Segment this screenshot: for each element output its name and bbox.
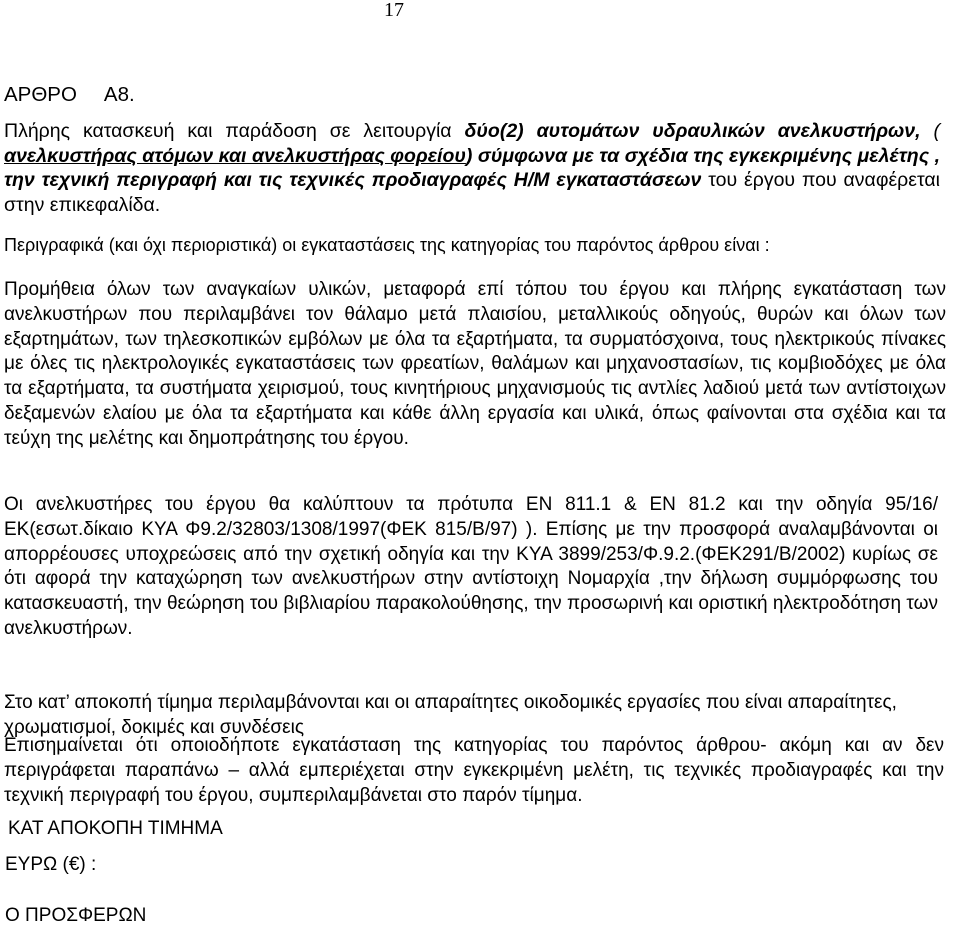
scope-text-4: ανελκυστήρας ατόμων και ανελκυστήρας φορείου [4,144,466,167]
euro-label: ΕΥΡΩ (€) : [5,854,97,875]
article-heading [4,83,135,107]
paragraph-note: Επισημαίνεται ότι οποιοδήποτε εγκατάσταση της κατηγορίας του παρόντος άρθρου- ακόμη και αν δεν περιγράφεται παραπάνω – αλλά εμπεριέχεται στην εγκεκριμένη μελέτη, τις τεχνικές προδιαγραφές και την τεχνική περιγραφή του έργου, συμπεριλαμβάνεται στο παρόν τίμημα. [4,735,944,806]
paragraph-standards: Οι ανελκυστήρες του έργου θα καλύπτουν τα πρότυπα ΕΝ 811.1 & ΕΝ 81.2 και την οδηγία 95/16/ΕΚ(εσωτ.δίκαιο ΚΥΑ Φ9.2/32803/1308/1997(ΦΕΚ 815/Β/97) ). Επίσης με την προσφορά αναλαμβάνονται οι απορρέουσες υποχρεώσεις από την σχετική οδηγία και την ΚΥΑ 3899/253/Φ.9.2.(ΦΕΚ291/Β/2002) κυρίως σε ότι αφορά την καταχώρηση των ανελκυστήρων στην αντίστοιχη Νομαρχία ,την δήλωση συμμόρφωσης του κατασκευαστή, την θεώρηση του βιβλιαρίου παρακολούθησης, την προσωρινή και οριστική ηλεκτροδότηση των ανελκυστήρων. [4,494,938,639]
lump-sum-label: ΚΑΤ ΑΠΟΚΟΠΗ ΤΙΜΗΜΑ [8,818,223,839]
paragraph-scope [4,119,940,217]
offer-label: Ο ΠΡΟΣΦΕΡΩΝ [5,905,147,926]
scope-text-3: ( [920,120,940,142]
scope-text-5: ) σύμφωνα με τα σχέδια της εγκεκριμένης μελέτης , την τεχνική περιγραφή και τις τεχνικές προδιαγραφές Η/Μ εγκαταστάσεων [4,144,940,191]
paragraph-included-works: Στο κατ’ αποκοπή τίμημα περιλαμβάνονται και οι απαραίτητες οικοδομικές εργασίες που είναι απαραίτητες, χρωματισμοί, δοκιμές και συνδέσεις [4,692,897,738]
article-number: Α8. [103,83,135,106]
scope-text-1: Πλήρης κατασκευή και παράδοση σε λειτουργία [4,120,465,142]
scope-text-2: δύο(2) αυτομάτων υδραυλικών ανελκυστήρων, [464,120,921,142]
scope-text-6: του έργου που αναφέρεται στην επικεφαλίδα. [4,169,940,216]
paragraph-supply: Προμήθεια όλων των αναγκαίων υλικών, μεταφορά επί τόπου του έργου και πλήρης εγκατάσταση των ανελκυστήρων που περιλαμβάνει τον θάλαμο μετά πλαισίου, μεταλλικούς οδηγούς, θυρών και όλων των εξαρτημάτων, των τηλεσκοπικών εμβόλων με όλα τα εξαρτήματα, τα συρματόσχοινα, τους ηλεκτρικούς πίνακες με όλες τις ηλεκτρολογικές εγκαταστάσεις των φρεατίων, θαλάμων και μηχανοστασίων, τις κομβιοδόχες με όλα τα εξαρτήματα, τα συστήματα χειρισμού, τους κινητήριους μηχανισμούς τις αντλίες λαδιού μετά των αντίστοιχων δεξαμενών ελαίου με όλα τα εξαρτήματα και κάθε άλλη εργασία και υλικά, όπως φαίνονται στα σχέδια και τα τεύχη της μελέτης και δημοπράτησης του έργου. [4,279,946,449]
page-number: 17 [384,0,404,21]
article-label: ΑΡΘΡΟ [4,83,77,106]
paragraph-descriptive: Περιγραφικά (και όχι περιοριστικά) οι εγκαταστάσεις της κατηγορίας του παρόντος άρθρου είναι : [4,235,770,255]
